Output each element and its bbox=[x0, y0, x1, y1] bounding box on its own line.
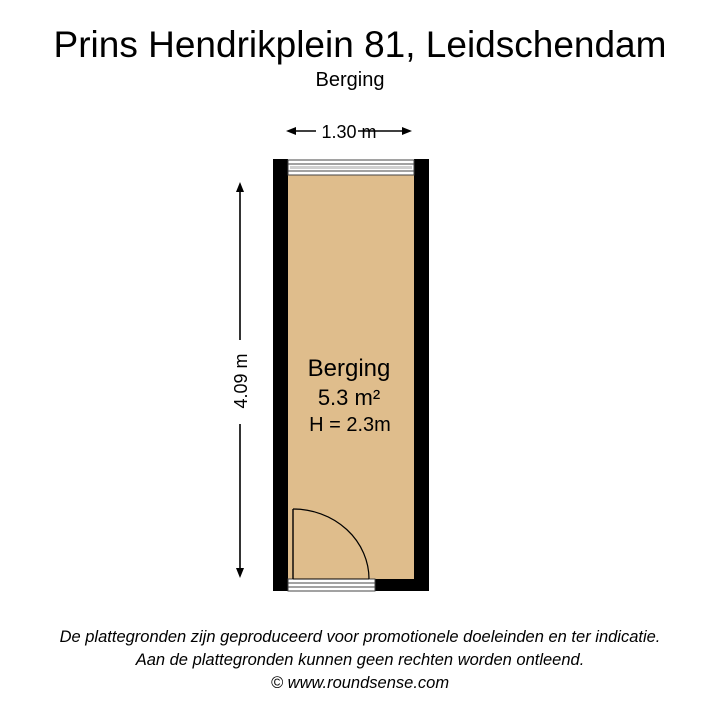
copyright-line: © www.roundsense.com bbox=[270, 674, 450, 692]
disclaimer-line: Aan de plattegronden kunnen geen rechten worden ontleend. bbox=[135, 651, 585, 669]
plan-subtitle: Berging bbox=[315, 69, 385, 91]
width-label: 1.30 m bbox=[321, 122, 377, 142]
plan-title: Prins Hendrikplein 81, Leidschendam bbox=[53, 24, 667, 65]
room-height: H = 2.3m bbox=[309, 414, 391, 436]
top-window bbox=[288, 160, 414, 175]
bottom-threshold bbox=[288, 579, 375, 591]
width-dimension bbox=[286, 122, 412, 142]
disclaimer bbox=[0, 626, 720, 695]
right-wall bbox=[414, 159, 429, 591]
length-label: 4.09 m bbox=[231, 353, 251, 409]
left-wall bbox=[273, 159, 288, 591]
length-dimension bbox=[231, 182, 251, 578]
room-area: 5.3 m² bbox=[317, 385, 381, 410]
bottom-wall bbox=[375, 579, 415, 591]
disclaimer-line: De plattegronden zijn geproduceerd voor promotionele doeleinden en ter indicatie. bbox=[59, 628, 661, 646]
room-name: Berging bbox=[307, 355, 391, 382]
